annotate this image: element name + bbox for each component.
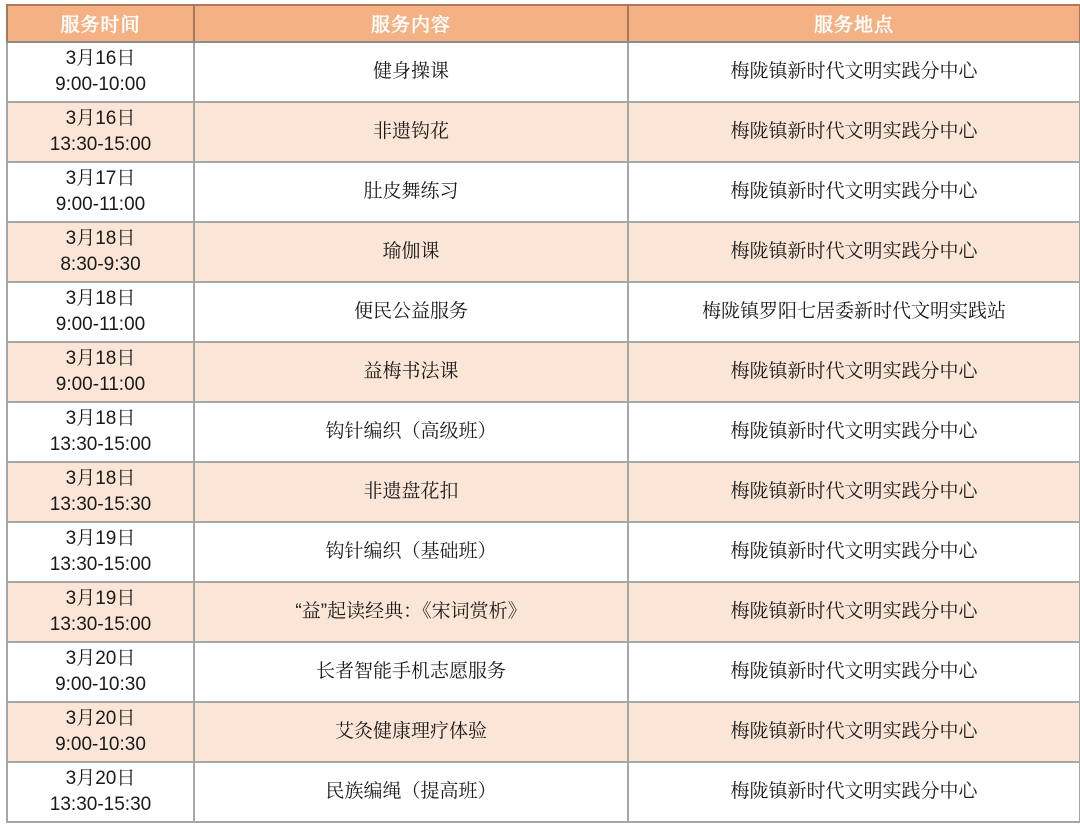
service-date-text: 3月19日 xyxy=(65,587,136,609)
service-date-text: 3月20日 xyxy=(65,767,136,789)
service-time-range-text: 9:00-11:00 xyxy=(55,194,146,215)
table-header xyxy=(7,5,1080,42)
service-content-cell: “益”起读经典：《宋词赏析》 xyxy=(194,582,628,642)
header-row xyxy=(7,5,1080,42)
service-time-cell xyxy=(7,642,194,702)
column-header-service-location: 服务地点 xyxy=(628,5,1080,42)
service-time-range-text: 8:30-9:30 xyxy=(60,254,141,275)
table-row xyxy=(7,42,1080,102)
table-row xyxy=(7,342,1080,402)
column-header-service-time: 服务时间 xyxy=(7,5,194,42)
service-time-cell xyxy=(7,702,194,762)
service-content-cell: 长者智能手机志愿服务 xyxy=(194,642,628,702)
table-row xyxy=(7,282,1080,342)
service-location-cell: 梅陇镇新时代文明实践分中心 xyxy=(628,462,1080,522)
service-location-cell: 梅陇镇新时代文明实践分中心 xyxy=(628,402,1080,462)
service-content-cell: 肚皮舞练习 xyxy=(194,162,628,222)
service-content-cell: 民族编绳（提高班） xyxy=(194,762,628,822)
service-date-text: 3月18日 xyxy=(65,467,136,489)
service-date-text: 3月16日 xyxy=(65,107,136,129)
service-time-range-text: 13:30-15:00 xyxy=(49,134,152,155)
table-row xyxy=(7,162,1080,222)
table-row xyxy=(7,402,1080,462)
service-location-cell: 梅陇镇新时代文明实践分中心 xyxy=(628,642,1080,702)
table-row xyxy=(7,462,1080,522)
service-date-text: 3月16日 xyxy=(65,47,136,69)
service-time-range-text: 9:00-11:00 xyxy=(55,314,146,335)
service-location-cell: 梅陇镇新时代文明实践分中心 xyxy=(628,162,1080,222)
service-location-cell: 梅陇镇新时代文明实践分中心 xyxy=(628,522,1080,582)
service-location-cell: 梅陇镇新时代文明实践分中心 xyxy=(628,702,1080,762)
service-date-text: 3月18日 xyxy=(65,347,136,369)
table-row xyxy=(7,702,1080,762)
service-location-cell: 梅陇镇新时代文明实践分中心 xyxy=(628,762,1080,822)
service-content-cell: 瑜伽课 xyxy=(194,222,628,282)
service-time-range-text: 9:00-10:00 xyxy=(55,74,146,95)
table-row xyxy=(7,762,1080,822)
service-content-cell: 钩针编织（基础班） xyxy=(194,522,628,582)
service-time-cell xyxy=(7,582,194,642)
service-time-range-text: 9:00-10:30 xyxy=(55,734,146,755)
service-time-cell xyxy=(7,102,194,162)
schedule-table-body xyxy=(7,42,1080,822)
service-date-text: 3月20日 xyxy=(65,707,136,729)
service-schedule-table xyxy=(6,4,1080,823)
service-location-cell: 梅陇镇新时代文明实践分中心 xyxy=(628,222,1080,282)
table-row xyxy=(7,582,1080,642)
column-header-service-content: 服务内容 xyxy=(194,5,628,42)
service-time-range-text: 13:30-15:30 xyxy=(49,794,152,815)
service-time-range-text: 13:30-15:30 xyxy=(49,494,152,515)
service-time-cell xyxy=(7,342,194,402)
service-location-cell: 梅陇镇新时代文明实践分中心 xyxy=(628,102,1080,162)
service-content-cell: 钩针编织（高级班） xyxy=(194,402,628,462)
service-content-cell: 健身操课 xyxy=(194,42,628,102)
service-time-range-text: 9:00-11:00 xyxy=(55,374,146,395)
service-time-range-text: 13:30-15:00 xyxy=(49,614,152,635)
service-schedule-table-container xyxy=(6,4,1079,823)
service-date-text: 3月20日 xyxy=(65,647,136,669)
service-content-cell: 便民公益服务 xyxy=(194,282,628,342)
service-time-cell xyxy=(7,282,194,342)
service-date-text: 3月17日 xyxy=(65,167,136,189)
service-date-text: 3月18日 xyxy=(65,227,136,249)
service-date-text: 3月18日 xyxy=(65,287,136,309)
service-date-text: 3月18日 xyxy=(65,407,136,429)
service-time-cell xyxy=(7,162,194,222)
service-location-cell: 梅陇镇新时代文明实践分中心 xyxy=(628,342,1080,402)
service-content-cell: 非遗盘花扣 xyxy=(194,462,628,522)
service-time-cell xyxy=(7,222,194,282)
service-location-cell: 梅陇镇罗阳七居委新时代文明实践站 xyxy=(628,282,1080,342)
service-content-cell: 非遗钩花 xyxy=(194,102,628,162)
table-row xyxy=(7,522,1080,582)
service-time-range-text: 9:00-10:30 xyxy=(55,674,146,695)
service-time-cell xyxy=(7,42,194,102)
service-location-cell: 梅陇镇新时代文明实践分中心 xyxy=(628,42,1080,102)
service-time-range-text: 13:30-15:00 xyxy=(49,554,152,575)
table-row xyxy=(7,102,1080,162)
service-time-cell xyxy=(7,462,194,522)
service-content-cell: 艾灸健康理疗体验 xyxy=(194,702,628,762)
service-time-cell xyxy=(7,402,194,462)
table-row xyxy=(7,642,1080,702)
service-time-cell xyxy=(7,522,194,582)
service-time-cell xyxy=(7,762,194,822)
service-content-cell: 益梅书法课 xyxy=(194,342,628,402)
table-row xyxy=(7,222,1080,282)
service-time-range-text: 13:30-15:00 xyxy=(49,434,152,455)
service-location-cell: 梅陇镇新时代文明实践分中心 xyxy=(628,582,1080,642)
service-date-text: 3月19日 xyxy=(65,527,136,549)
